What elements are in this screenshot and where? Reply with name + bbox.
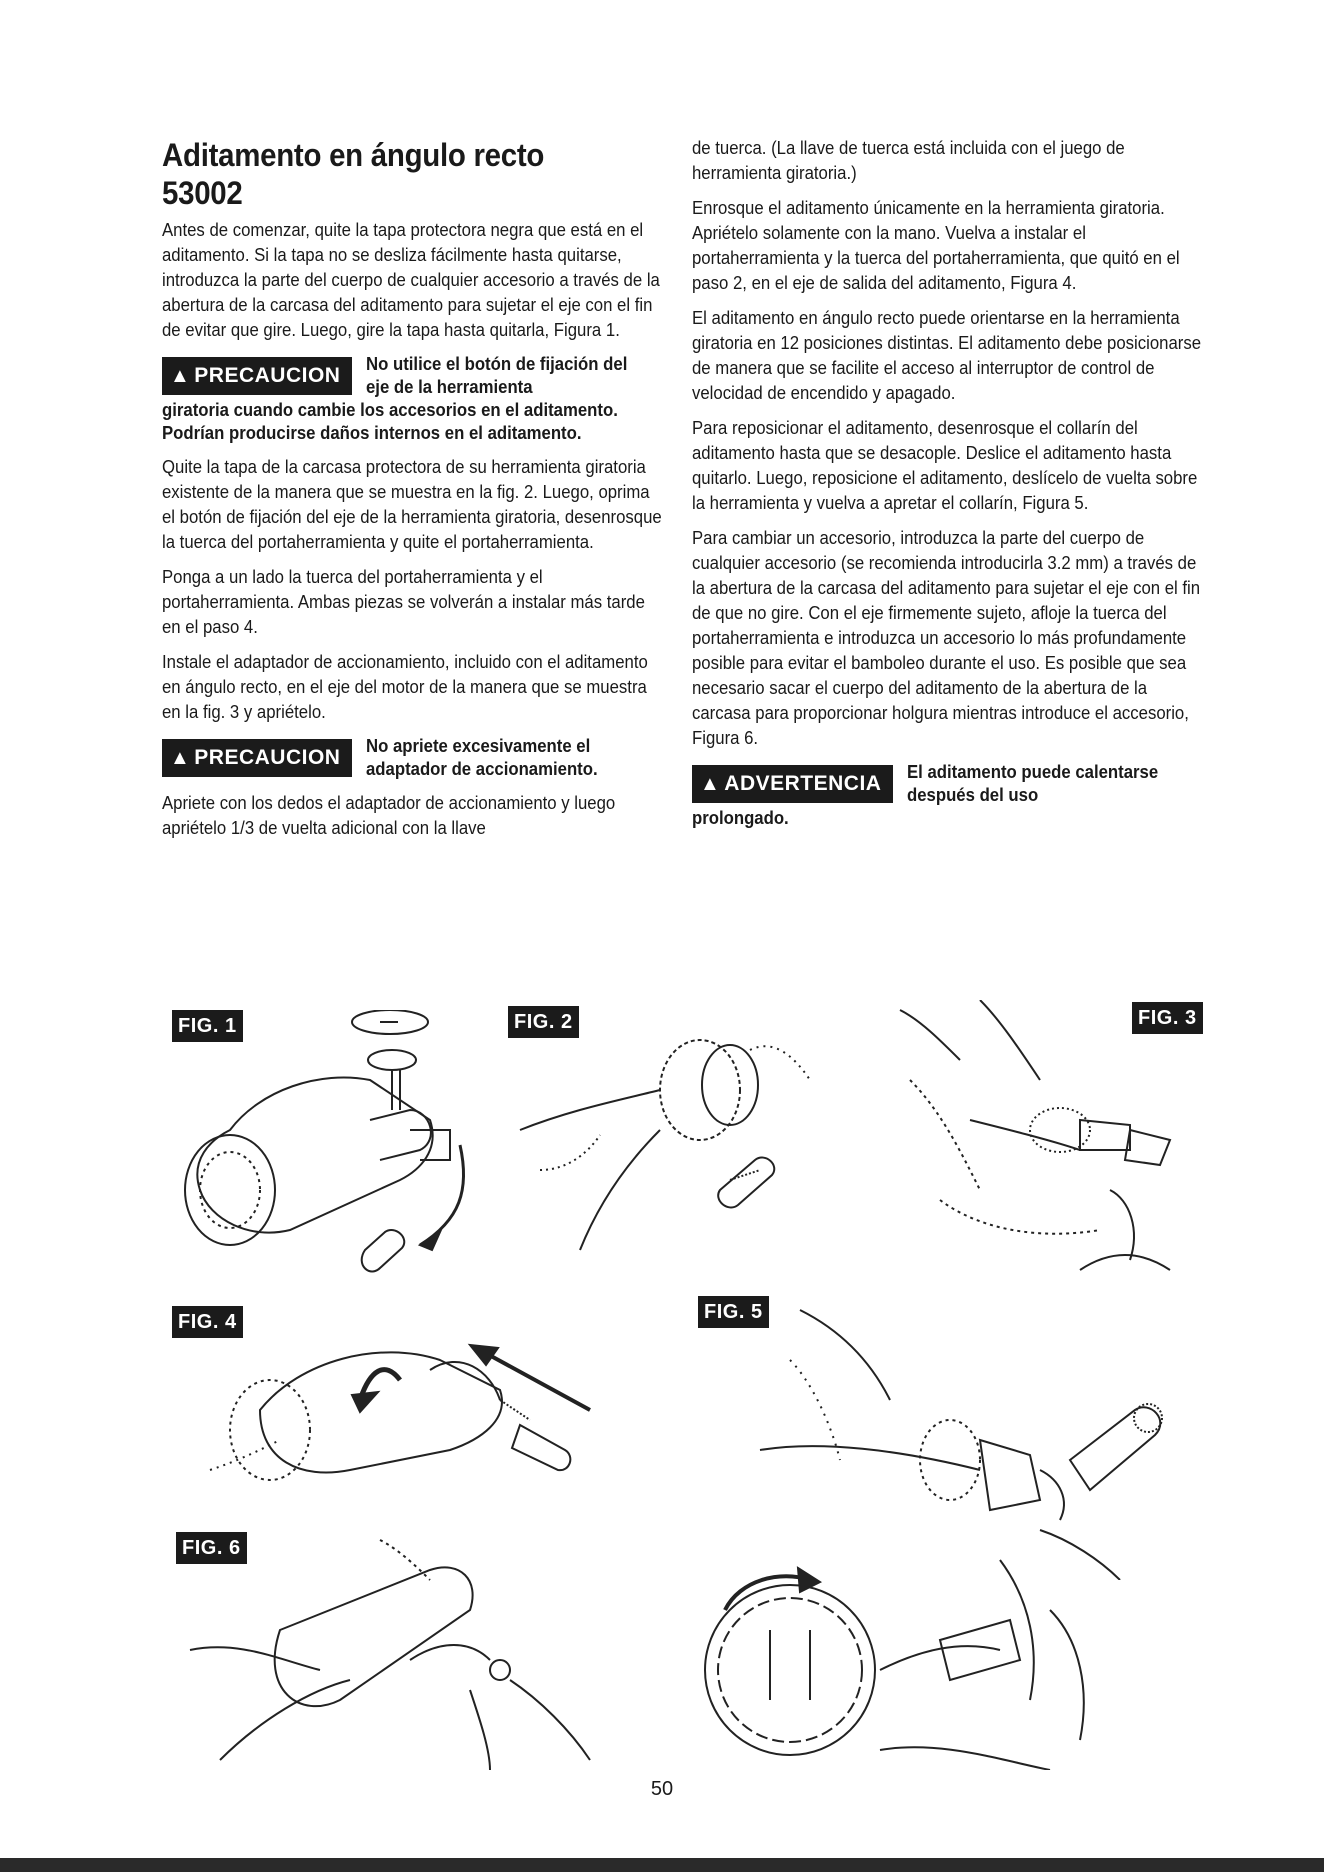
fig-5-label: FIG. 5 <box>698 1296 769 1328</box>
fig-3-label: FIG. 3 <box>1132 1002 1203 1034</box>
caution-heading: No utilice el botón de fijación del eje de la herramienta <box>366 354 628 397</box>
right-column <box>692 136 1202 840</box>
left-column <box>162 136 662 851</box>
caution-text: giratoria cuando cambie los accesorios en el aditamento. Podrían producirse daños internos en el aditamento. <box>162 400 618 443</box>
paragraph: El aditamento en ángulo recto puede orientarse en la herramienta giratoria en 12 posiciones distintas. El aditamento debe posicionarse de manera que se facilite el acceso al interruptor de control de velocidad de encendido y apagado. <box>692 308 1202 403</box>
fig-6-label: FIG. 6 <box>176 1532 247 1564</box>
paragraph: Apriete con los dedos el adaptador de accionamiento y luego apriételo 1/3 de vuelta adicional con la llave <box>162 793 616 838</box>
caution-block-1 <box>162 353 662 445</box>
paragraph: Para reposicionar el aditamento, desenrosque el collarín del aditamento hasta que se desacople. Deslice el aditamento hasta quitarlo. Luego, reposicione el aditamento, deslícelo de vuelta sobre la herramienta y vuelva a apretar el collarín, Figura 5. <box>692 418 1198 513</box>
caution-heading: No apriete excesivamente el adaptador de accionamiento. <box>366 736 599 779</box>
fig-1-label: FIG. 1 <box>172 1010 243 1042</box>
paragraph: Instale el adaptador de accionamiento, incluido con el aditamento en ángulo recto, en el eje del motor de la manera que se muestra en la fig. 3 y apriételo. <box>162 652 648 722</box>
paragraph: Ponga a un lado la tuerca del portaherramienta y el portaherramienta. Ambas piezas se volverán a instalar más tarde en el paso 4. <box>162 567 645 637</box>
page-title: Aditamento en ángulo recto 53002 <box>162 137 545 211</box>
paragraph: Antes de comenzar, quite la tapa protectora negra que está en el aditamento. Si la tapa no se desliza fácilmente hasta quitarse, introduzca la parte del cuerpo de cualquier accesorio a través de la abertura de la carcasa del aditamento para sujetar el eje con el fin de evitar que gire. Luego, gire la tapa hasta quitarla, Figura 1. <box>162 220 660 340</box>
page-number: 50 <box>650 1778 674 1800</box>
fig-4-label: FIG. 4 <box>172 1306 243 1338</box>
paragraph: Para cambiar un accesorio, introduzca la parte del cuerpo de cualquier accesorio (se recomienda introducirla 3.2 mm) a través de la abertura de la carcasa del aditamento para sujetar el eje con el fin de que no gire. Con el eje firmemente sujeto, afloje la tuerca del portaherramienta e introduzca un accesorio lo más profundamente posible para evitar el bamboleo durante el uso. Es posible que sea necesario sacar el cuerpo del aditamento de la abertura de la carcasa para proporcionar holgura mientras introduce el accesorio, Figura 6. <box>692 528 1201 748</box>
paragraph: Quite la tapa de la carcasa protectora de su herramienta giratoria existente de la manera que se muestra en la fig. 2. Luego, oprima el botón de fijación del eje de la herramienta giratoria, desenrosque la tuerca del portaherramienta y quite el portaherramienta. <box>162 457 662 552</box>
warning-triangle-icon: ▲ <box>170 365 191 387</box>
fig-1-illustration <box>170 1010 500 1290</box>
paragraph: de tuerca. (La llave de tuerca está incluida con el juego de herramienta giratoria.) <box>692 138 1125 183</box>
caution-badge: ▲ PRECAUCION <box>162 357 352 395</box>
warning-heading: El aditamento puede calentarse después del uso <box>907 762 1159 805</box>
warning-badge: ▲ ADVERTENCIA <box>692 765 893 803</box>
fig-4-illustration <box>200 1300 620 1510</box>
caution-block-2 <box>162 735 662 781</box>
fig-6-illustration <box>180 1520 1180 1770</box>
fig-3-illustration <box>880 1000 1210 1280</box>
warning-block <box>692 761 1202 830</box>
warning-triangle-icon: ▲ <box>700 773 721 795</box>
fig-2-illustration <box>510 1020 840 1290</box>
fig-2-label: FIG. 2 <box>508 1006 579 1038</box>
paragraph: Enrosque el aditamento únicamente en la herramienta giratoria. Apriételo solamente con la mano. Vuelva a instalar el portaherramienta y la tuerca del portaherramienta, que quitó en el paso 2, en el eje de salida del aditamento, Figura 4. <box>692 198 1180 293</box>
warning-triangle-icon: ▲ <box>170 747 191 769</box>
warning-text: prolongado. <box>692 808 789 828</box>
caution-badge: ▲ PRECAUCION <box>162 739 352 777</box>
scan-bottom-border <box>0 1858 1324 1872</box>
